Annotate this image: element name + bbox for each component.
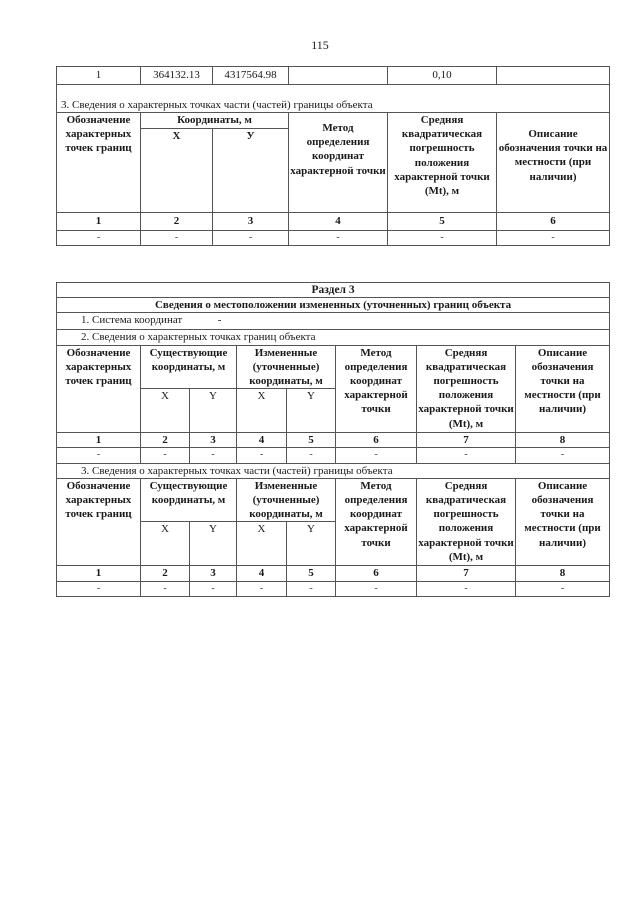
header-x: X	[141, 522, 190, 566]
coord-system	[57, 313, 610, 330]
dash-cell: -	[57, 231, 141, 246]
y-cell: 4317564.98	[213, 67, 289, 85]
dash-cell: -	[516, 448, 610, 463]
dash-cell: -	[237, 448, 287, 463]
header-coords: Координаты, м	[141, 113, 289, 129]
col-number: 1	[57, 213, 141, 231]
dash-cell: -	[497, 231, 610, 246]
method-cell	[289, 67, 388, 85]
dash-cell: -	[417, 581, 516, 596]
header-y: Y	[190, 522, 237, 566]
page-number: 115	[311, 38, 329, 52]
dash-cell: -	[336, 448, 417, 463]
col-number: 2	[141, 566, 190, 581]
header-y: Y	[287, 522, 336, 566]
header-designation: Обозначение характерных точек границ	[57, 478, 141, 566]
col-number: 5	[287, 566, 336, 581]
dash-cell: -	[190, 581, 237, 596]
mt-cell: 0,10	[388, 67, 497, 85]
dash-cell: -	[417, 448, 516, 463]
dash-cell: -	[141, 231, 213, 246]
dash-cell: -	[287, 581, 336, 596]
col-number: 6	[497, 213, 610, 231]
col-number: 4	[237, 433, 287, 448]
header-mt: Средняя квадратическая погрешность положения характерной точки (Mt), м	[417, 478, 516, 566]
col-number: 2	[141, 213, 213, 231]
dash-cell: -	[336, 581, 417, 596]
top-points-table	[56, 66, 610, 246]
dash-cell: -	[57, 448, 141, 463]
section3-table	[56, 282, 610, 597]
header-x: X	[237, 389, 287, 433]
header-x: X	[237, 522, 287, 566]
dash-cell: -	[141, 448, 190, 463]
dash-cell: -	[57, 581, 141, 596]
col-number: 4	[289, 213, 388, 231]
col-number: 8	[516, 566, 610, 581]
header-mt: Средняя квадратическая погрешность положения характерной точки (Mt), м	[388, 113, 497, 213]
header-existing: Существующие координаты, м	[141, 345, 237, 389]
table-row	[57, 67, 610, 85]
dash-cell: -	[213, 231, 289, 246]
header-method: Метод определения координат характерной точки	[336, 345, 417, 433]
header-designation: Обозначение характерных точек границ	[57, 113, 141, 213]
dash-cell: -	[190, 448, 237, 463]
col-number: 3	[190, 566, 237, 581]
header-desc: Описание обозначения точки на местности (при наличии)	[497, 113, 610, 213]
header-x: X	[141, 129, 213, 213]
dash-cell: -	[388, 231, 497, 246]
header-y: Y	[287, 389, 336, 433]
col-number: 3	[190, 433, 237, 448]
part2-label: 2. Сведения о характерных точках границ объекта	[57, 330, 610, 345]
header-mt: Средняя квадратическая погрешность положения характерной точки (Mt), м	[417, 345, 516, 433]
col-number: 1	[57, 566, 141, 581]
header-y: Y	[190, 389, 237, 433]
header-method: Метод определения координат характерной точки	[289, 113, 388, 213]
header-x: X	[141, 389, 190, 433]
dash-cell: -	[237, 581, 287, 596]
header-y: У	[213, 129, 289, 213]
col-number: 6	[336, 433, 417, 448]
section-title: Раздел 3	[57, 283, 610, 298]
col-number: 4	[237, 566, 287, 581]
col-number: 8	[516, 433, 610, 448]
col-number: 7	[417, 433, 516, 448]
coord-system-value: -	[217, 314, 222, 327]
col-number: 5	[287, 433, 336, 448]
dash-cell: -	[141, 581, 190, 596]
col-number: 7	[417, 566, 516, 581]
col-number: 6	[336, 566, 417, 581]
dash-cell: -	[289, 231, 388, 246]
coord-system-label: 1. Система координат	[81, 314, 183, 327]
header-designation: Обозначение характерных точек границ	[57, 345, 141, 433]
col-number: 5	[388, 213, 497, 231]
header-method: Метод определения координат характерной точки	[336, 478, 417, 566]
desc-cell	[497, 67, 610, 85]
part3-label: 3. Сведения о характерных точках части (частей) границы объекта	[57, 463, 610, 478]
col-number: 3	[213, 213, 289, 231]
part3-label: 3. Сведения о характерных точках части (частей) границы объекта	[57, 85, 610, 113]
header-changed: Измененные (уточненные) координаты, м	[237, 478, 336, 522]
dash-cell: -	[287, 448, 336, 463]
col-number: 2	[141, 433, 190, 448]
col-number: 1	[57, 433, 141, 448]
header-existing: Существующие координаты, м	[141, 478, 237, 522]
header-desc: Описание обозначения точки на местности (при наличии)	[516, 345, 610, 433]
header-desc: Описание обозначения точки на местности (при наличии)	[516, 478, 610, 566]
header-changed: Измененные (уточненные) координаты, м	[237, 345, 336, 389]
x-cell: 364132.13	[141, 67, 213, 85]
section-subtitle: Сведения о местоположении измененных (уточненных) границ объекта	[57, 298, 610, 313]
point-cell: 1	[57, 67, 141, 85]
dash-cell: -	[516, 581, 610, 596]
